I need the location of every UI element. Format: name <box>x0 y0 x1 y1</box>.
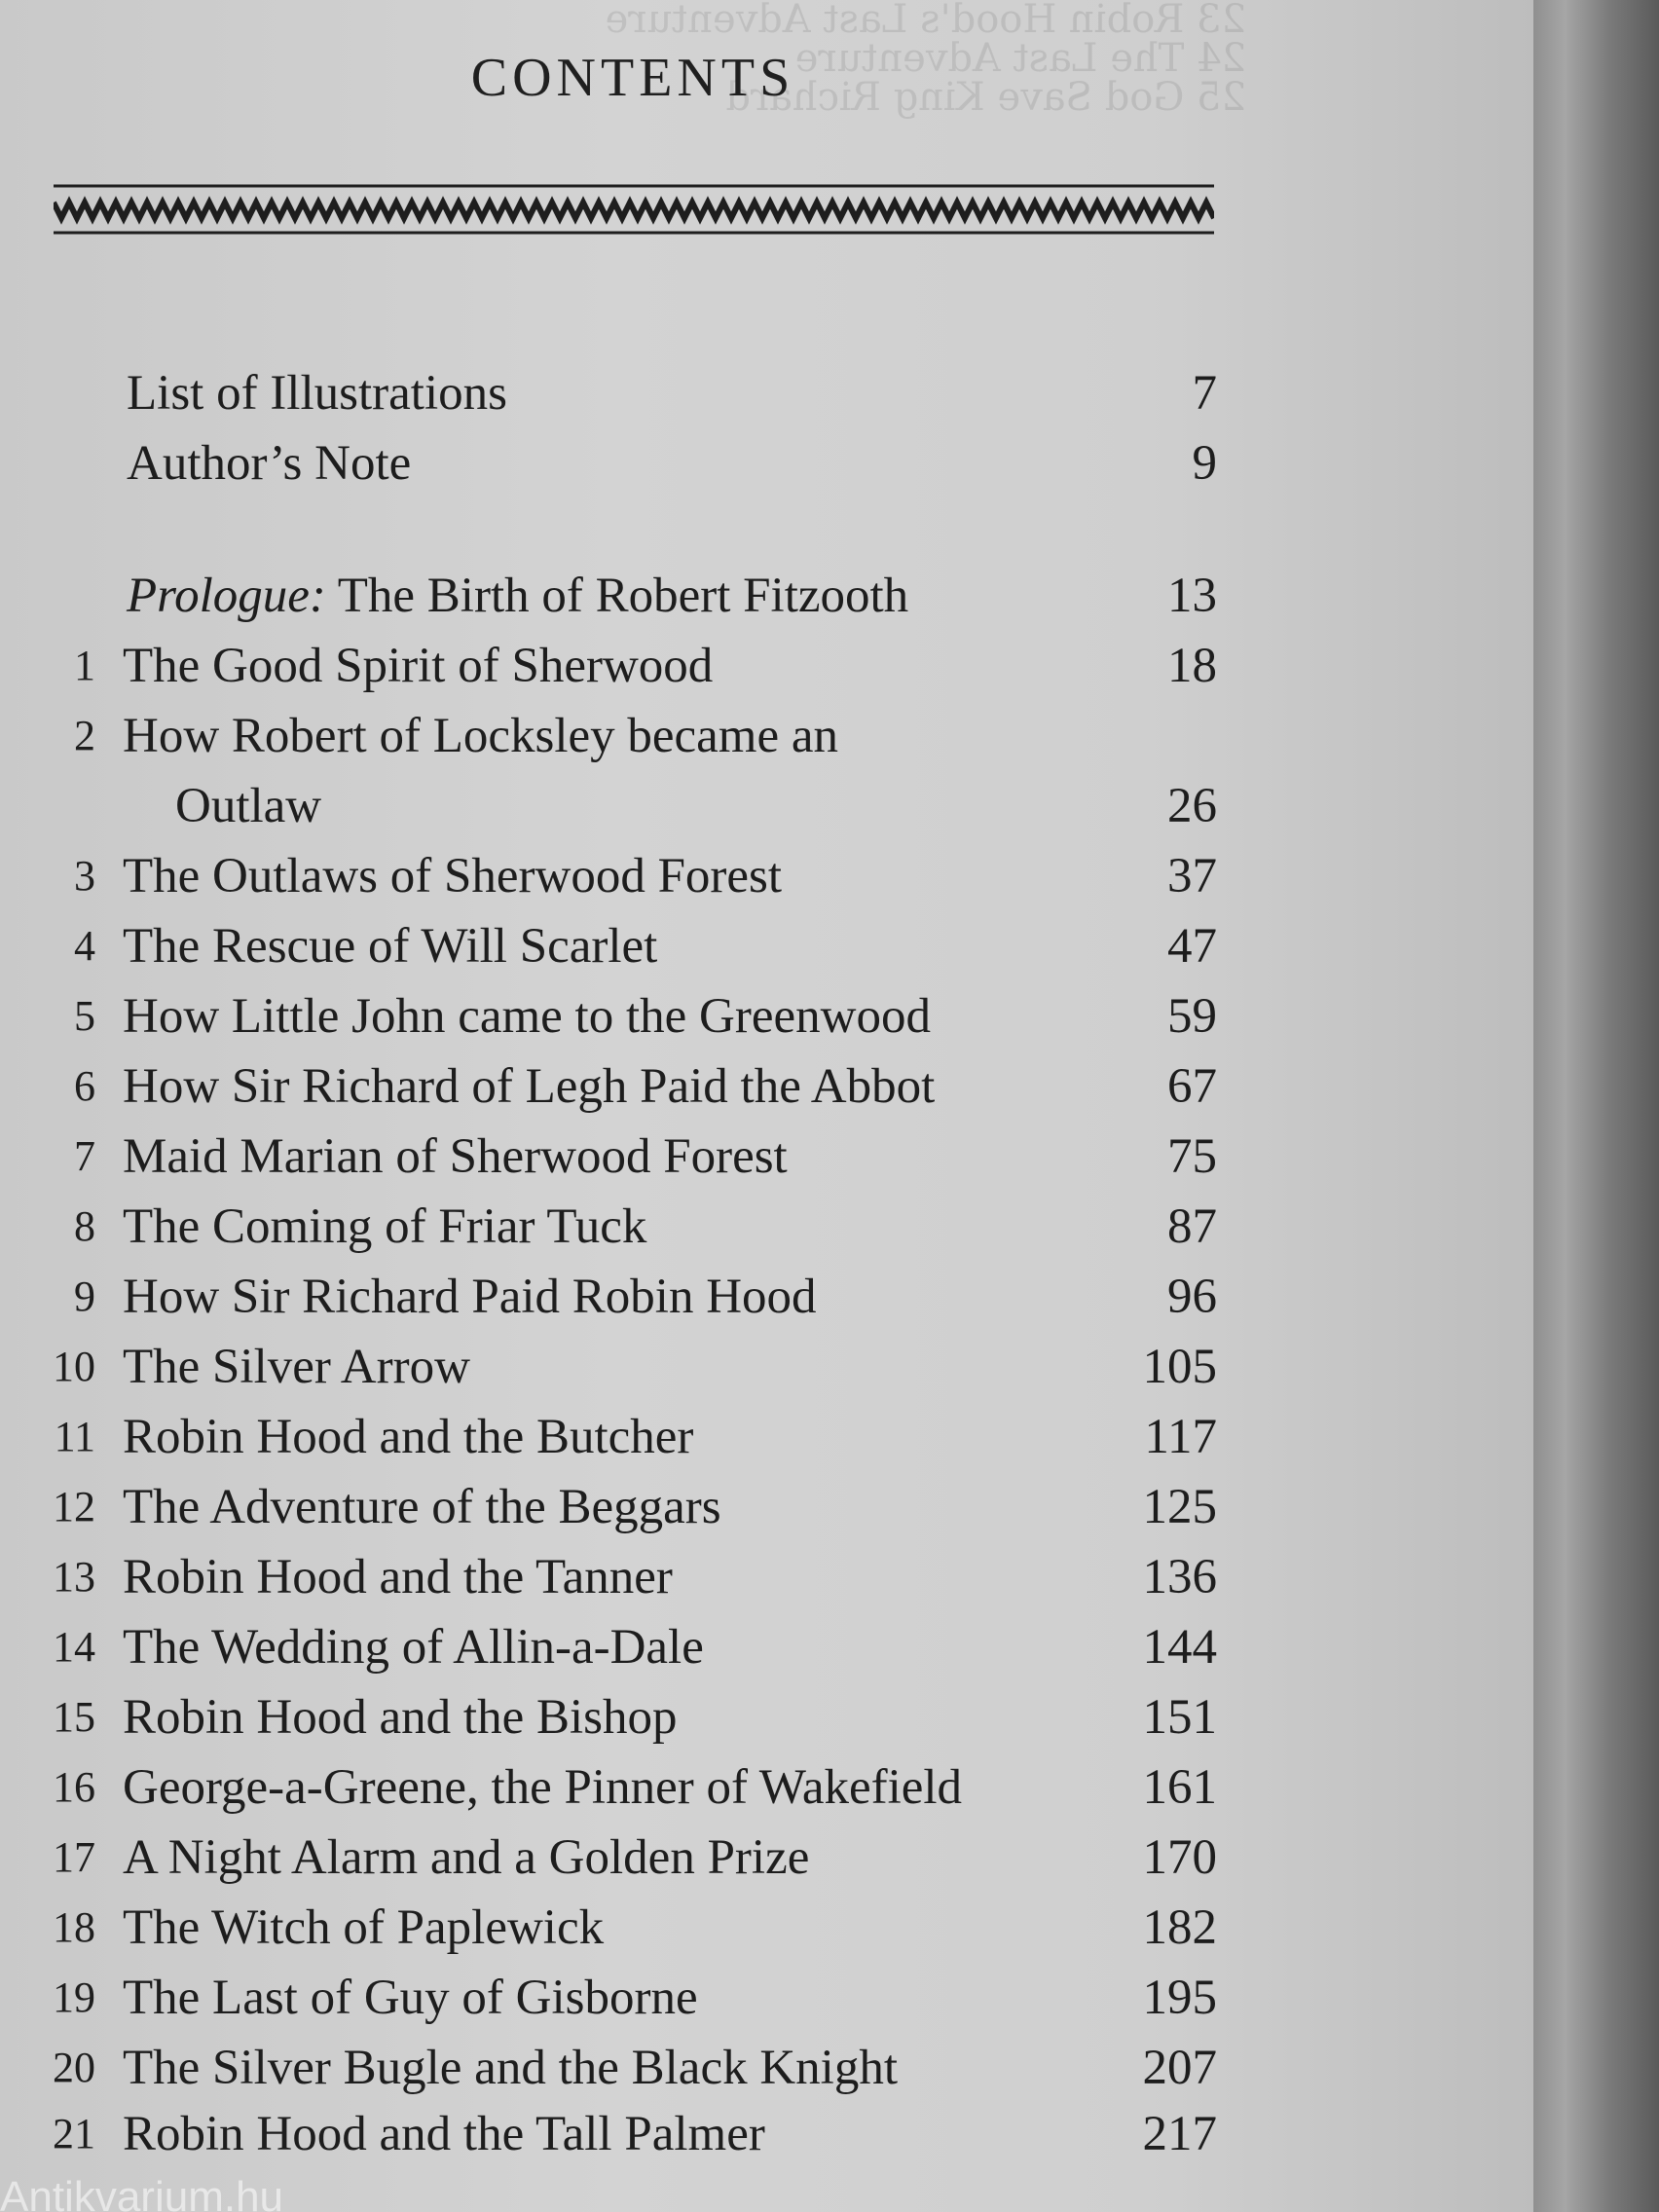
chapter-page: 67 <box>1167 1059 1217 1114</box>
toc-entry[interactable] <box>0 2037 1266 2099</box>
chapter-page: 105 <box>1142 1340 1217 1394</box>
entry-page: 13 <box>1167 569 1217 623</box>
chapter-title: The Silver Arrow <box>123 1340 470 1394</box>
toc-entry-prologue[interactable] <box>0 565 1266 627</box>
chapter-number: 13 <box>53 1553 95 1601</box>
chapter-number: 20 <box>53 2044 95 2091</box>
toc-entry[interactable] <box>0 2103 1266 2165</box>
chapter-page: 217 <box>1142 2107 1217 2161</box>
chapter-number: 6 <box>74 1062 95 1110</box>
chapter-number: 1 <box>74 642 95 689</box>
chapter-title: George-a-Greene, the Pinner of Wakefield <box>123 1760 963 1815</box>
chapter-page: 151 <box>1142 1690 1217 1745</box>
chapter-title: How Robert of Locksley became an <box>123 709 838 763</box>
chapter-number: 16 <box>53 1763 95 1811</box>
chapter-number: 10 <box>53 1343 95 1390</box>
toc-entry[interactable] <box>0 1826 1266 1889</box>
bleed-line: 25 God Save King Richard <box>725 75 1246 120</box>
toc-entry[interactable] <box>0 985 1266 1048</box>
toc-entry[interactable] <box>0 1196 1266 1258</box>
bleed-line: 24 The Last Adventure <box>794 36 1246 81</box>
chapter-page: 161 <box>1142 1760 1217 1815</box>
entry-title <box>127 565 908 627</box>
chapter-number: 4 <box>74 922 95 970</box>
toc-entry[interactable] <box>0 635 1266 697</box>
chapter-number: 15 <box>53 1693 95 1741</box>
chapter-page: 75 <box>1167 1129 1217 1184</box>
chapter-page: 18 <box>1167 639 1217 693</box>
chapter-number: 3 <box>74 852 95 900</box>
toc-entry[interactable] <box>0 1055 1266 1118</box>
chapter-number: 12 <box>53 1483 95 1530</box>
chapter-number: 11 <box>54 1413 95 1460</box>
toc-entry[interactable] <box>0 1266 1266 1328</box>
toc-entry[interactable] <box>0 1616 1266 1678</box>
chapter-title: The Last of Guy of Gisborne <box>123 1971 698 2025</box>
chapter-page: 47 <box>1167 919 1217 974</box>
entry-title: Author’s Note <box>127 436 412 491</box>
toc-entry-front-matter[interactable] <box>0 432 1266 495</box>
chapter-title: How Little John came to the Greenwood <box>123 989 931 1044</box>
bleed-line: 23 Robin Hood's Last Adventure <box>605 0 1246 42</box>
toc-entry[interactable] <box>0 1546 1266 1608</box>
chapter-page: 144 <box>1142 1620 1217 1675</box>
toc-entry[interactable] <box>0 1406 1266 1468</box>
chapter-title: The Wedding of Allin-a-Dale <box>123 1620 704 1675</box>
page-title: CONTENTS <box>470 48 795 108</box>
chapter-page: 37 <box>1167 849 1217 903</box>
entry-title: List of Illustrations <box>127 366 507 421</box>
entry-page: 7 <box>1192 366 1217 421</box>
chapter-page: 170 <box>1142 1830 1217 1885</box>
toc-entry[interactable] <box>0 705 1266 767</box>
chapter-title: A Night Alarm and a Golden Prize <box>123 1830 810 1885</box>
chapter-title: Robin Hood and the Tall Palmer <box>123 2107 765 2161</box>
chapter-number: 5 <box>74 992 95 1040</box>
chapter-title: The Coming of Friar Tuck <box>123 1199 647 1254</box>
chapter-number: 9 <box>74 1272 95 1320</box>
chapter-page: 87 <box>1167 1199 1217 1254</box>
chapter-title: The Witch of Paplewick <box>123 1900 605 1955</box>
entry-page: 9 <box>1192 436 1217 491</box>
chapter-number: 18 <box>53 1903 95 1951</box>
toc-entry[interactable] <box>0 1686 1266 1749</box>
chapter-page: 136 <box>1142 1550 1217 1604</box>
chapter-title: Robin Hood and the Tanner <box>123 1550 673 1604</box>
chapter-number: 21 <box>53 2110 95 2157</box>
chapter-page: 96 <box>1167 1270 1217 1324</box>
chapter-page: 182 <box>1142 1900 1217 1955</box>
chapter-number: 19 <box>53 1973 95 2021</box>
chapter-title: The Adventure of the Beggars <box>123 1480 721 1534</box>
chapter-number: 17 <box>53 1833 95 1881</box>
chapter-title: The Good Spirit of Sherwood <box>123 639 714 693</box>
prologue-title: The Birth of Robert Fitzooth <box>337 569 909 623</box>
chapter-title: The Outlaws of Sherwood Forest <box>123 849 783 903</box>
chapter-title: The Rescue of Will Scarlet <box>123 919 658 974</box>
prologue-label: Prologue: <box>127 569 326 623</box>
toc-entry[interactable] <box>0 1476 1266 1538</box>
chapter-page: 117 <box>1144 1410 1217 1464</box>
chapter-page: 125 <box>1142 1480 1217 1534</box>
toc-entry-front-matter[interactable] <box>0 362 1266 424</box>
toc-entry[interactable] <box>0 1897 1266 1959</box>
chapter-page: 207 <box>1142 2041 1217 2095</box>
toc-entry[interactable] <box>0 1756 1266 1819</box>
chapter-page: 59 <box>1167 989 1217 1044</box>
book-gutter-shadow <box>1533 0 1659 2212</box>
toc-entry[interactable] <box>0 845 1266 907</box>
toc-entry[interactable] <box>0 915 1266 977</box>
watermark-text: Antikvarium.hu <box>0 2173 284 2212</box>
toc-entry[interactable] <box>0 1336 1266 1398</box>
chapter-number: 8 <box>74 1202 95 1250</box>
chapter-title: Robin Hood and the Bishop <box>123 1690 678 1745</box>
chapter-number: 2 <box>74 712 95 759</box>
toc-entry-continuation[interactable] <box>0 775 1266 837</box>
chapter-title: Maid Marian of Sherwood Forest <box>123 1129 788 1184</box>
chapter-title: How Sir Richard of Legh Paid the Abbot <box>123 1059 936 1114</box>
chapter-page: 195 <box>1142 1971 1217 2025</box>
toc-entry[interactable] <box>0 1125 1266 1188</box>
chapter-title-continuation: Outlaw <box>175 779 322 833</box>
chapter-title: Robin Hood and the Butcher <box>123 1410 694 1464</box>
chapter-number: 7 <box>74 1132 95 1180</box>
chapter-number: 14 <box>53 1623 95 1671</box>
chapter-page: 26 <box>1167 779 1217 833</box>
chapter-title: The Silver Bugle and the Black Knight <box>123 2041 899 2095</box>
chapter-title: How Sir Richard Paid Robin Hood <box>123 1270 817 1324</box>
toc-entry[interactable] <box>0 1967 1266 2029</box>
